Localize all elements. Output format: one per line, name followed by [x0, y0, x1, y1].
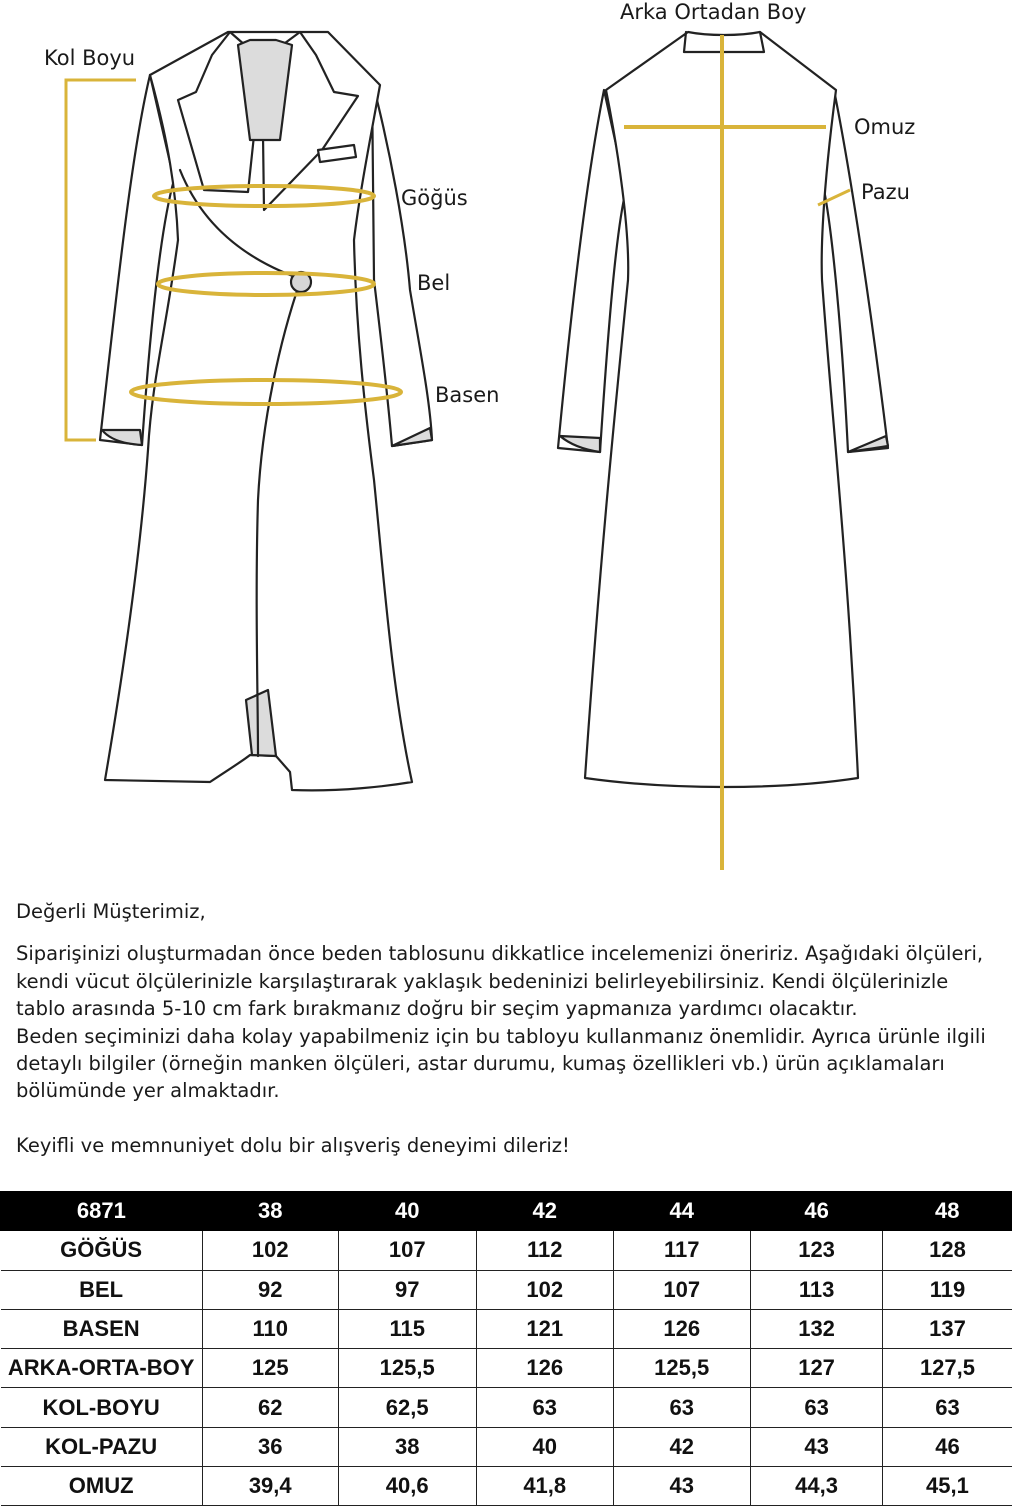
measure-name-cell: GÖĞÜS — [1, 1231, 203, 1270]
pazu-label: Pazu — [861, 180, 910, 204]
table-cell: 121 — [476, 1309, 613, 1348]
table-row — [1, 1427, 1012, 1466]
measure-name-cell: BEL — [1, 1270, 203, 1309]
table-row — [1, 1349, 1012, 1388]
table-cell: 40,6 — [338, 1467, 476, 1506]
greeting: Değerli Müşterimiz, — [16, 900, 206, 923]
table-cell: 62 — [202, 1388, 338, 1427]
table-cell: 126 — [476, 1349, 613, 1388]
table-cell: 125,5 — [338, 1349, 476, 1388]
measure-name-cell: KOL-BOYU — [1, 1388, 203, 1427]
table-cell: 63 — [613, 1388, 750, 1427]
table-cell: 110 — [202, 1309, 338, 1348]
table-cell: 43 — [750, 1427, 883, 1466]
size-header-cell: 44 — [613, 1192, 750, 1231]
table-cell: 107 — [613, 1270, 750, 1309]
table-cell: 97 — [338, 1270, 476, 1309]
measure-name-cell: KOL-PAZU — [1, 1427, 203, 1466]
intro-paragraph-1: Siparişinizi oluşturmadan önce beden tablosunu dikkatlice incelemenizi öneririz. Aşağıdaki ölçüleri, kendi vücut ölçülerinizle karşılaştırarak yaklaşık bedeninizi belirleyebilirsiniz. Kendi ölçülerinizle tablo arasında 5-10 cm fark bırakmanız doğru bir seçim yapmanıza yardımcı olacaktır. — [16, 942, 984, 1021]
table-row — [1, 1270, 1012, 1309]
table-cell: 42 — [613, 1427, 750, 1466]
size-header-cell: 46 — [750, 1192, 883, 1231]
bel-label: Bel — [417, 271, 451, 295]
measure-name-cell: ARKA-ORTA-BOY — [1, 1349, 203, 1388]
size-header-cell: 48 — [883, 1192, 1012, 1231]
size-header-cell: 40 — [338, 1192, 476, 1231]
measure-name-cell: OMUZ — [1, 1467, 203, 1506]
table-cell: 102 — [202, 1231, 338, 1270]
table-cell: 63 — [750, 1388, 883, 1427]
table-cell: 63 — [883, 1388, 1012, 1427]
table-row — [1, 1231, 1012, 1270]
table-cell: 63 — [476, 1388, 613, 1427]
intro-paragraph-2: Beden seçiminizi daha kolay yapabilmeniz için bu tabloyu kullanmanız önemlidir. Ayrıca ürünle ilgili detaylı bilgiler (örneğin manken ölçüleri, astar durumu, kumaş özellikleri vb.) ürün açıklamaları bölümünde yer almaktadır. — [16, 1024, 986, 1103]
table-cell: 46 — [883, 1427, 1012, 1466]
basen-label: Basen — [435, 383, 500, 407]
table-cell: 117 — [613, 1231, 750, 1270]
table-row — [1, 1388, 1012, 1427]
closing-line: Keyifli ve memnuniyet dolu bir alışveriş deneyimi dileriz! — [16, 1133, 570, 1157]
size-header-cell: 42 — [476, 1192, 613, 1231]
table-cell: 39,4 — [202, 1467, 338, 1506]
table-cell: 45,1 — [883, 1467, 1012, 1506]
table-cell: 115 — [338, 1309, 476, 1348]
table-cell: 92 — [202, 1270, 338, 1309]
table-cell: 41,8 — [476, 1467, 613, 1506]
table-row — [1, 1309, 1012, 1348]
table-cell: 123 — [750, 1231, 883, 1270]
table-cell: 113 — [750, 1270, 883, 1309]
customer-note — [16, 898, 1001, 1159]
kol-boyu-label: Kol Boyu — [44, 46, 136, 70]
table-cell: 62,5 — [338, 1388, 476, 1427]
table-cell: 127 — [750, 1349, 883, 1388]
table-cell: 44,3 — [750, 1467, 883, 1506]
size-header-row — [1, 1192, 1012, 1231]
size-header-cell: 38 — [202, 1192, 338, 1231]
table-cell: 36 — [202, 1427, 338, 1466]
gogus-label: Göğüs — [401, 186, 468, 210]
omuz-label: Omuz — [854, 115, 916, 139]
table-cell: 132 — [750, 1309, 883, 1348]
table-cell: 126 — [613, 1309, 750, 1348]
front-coat-drawing — [100, 32, 432, 790]
table-cell: 125 — [202, 1349, 338, 1388]
arka-ortadan-boy-label: Arka Ortadan Boy — [620, 0, 807, 24]
table-cell: 40 — [476, 1427, 613, 1466]
table-cell: 128 — [883, 1231, 1012, 1270]
table-cell: 43 — [613, 1467, 750, 1506]
table-cell: 137 — [883, 1309, 1012, 1348]
measure-name-cell: BASEN — [1, 1309, 203, 1348]
table-cell: 112 — [476, 1231, 613, 1270]
table-cell: 102 — [476, 1270, 613, 1309]
table-cell: 38 — [338, 1427, 476, 1466]
table-cell: 107 — [338, 1231, 476, 1270]
model-code-header: 6871 — [1, 1192, 203, 1231]
table-cell: 119 — [883, 1270, 1012, 1309]
table-cell: 125,5 — [613, 1349, 750, 1388]
size-table — [0, 1191, 1012, 1506]
table-cell: 127,5 — [883, 1349, 1012, 1388]
